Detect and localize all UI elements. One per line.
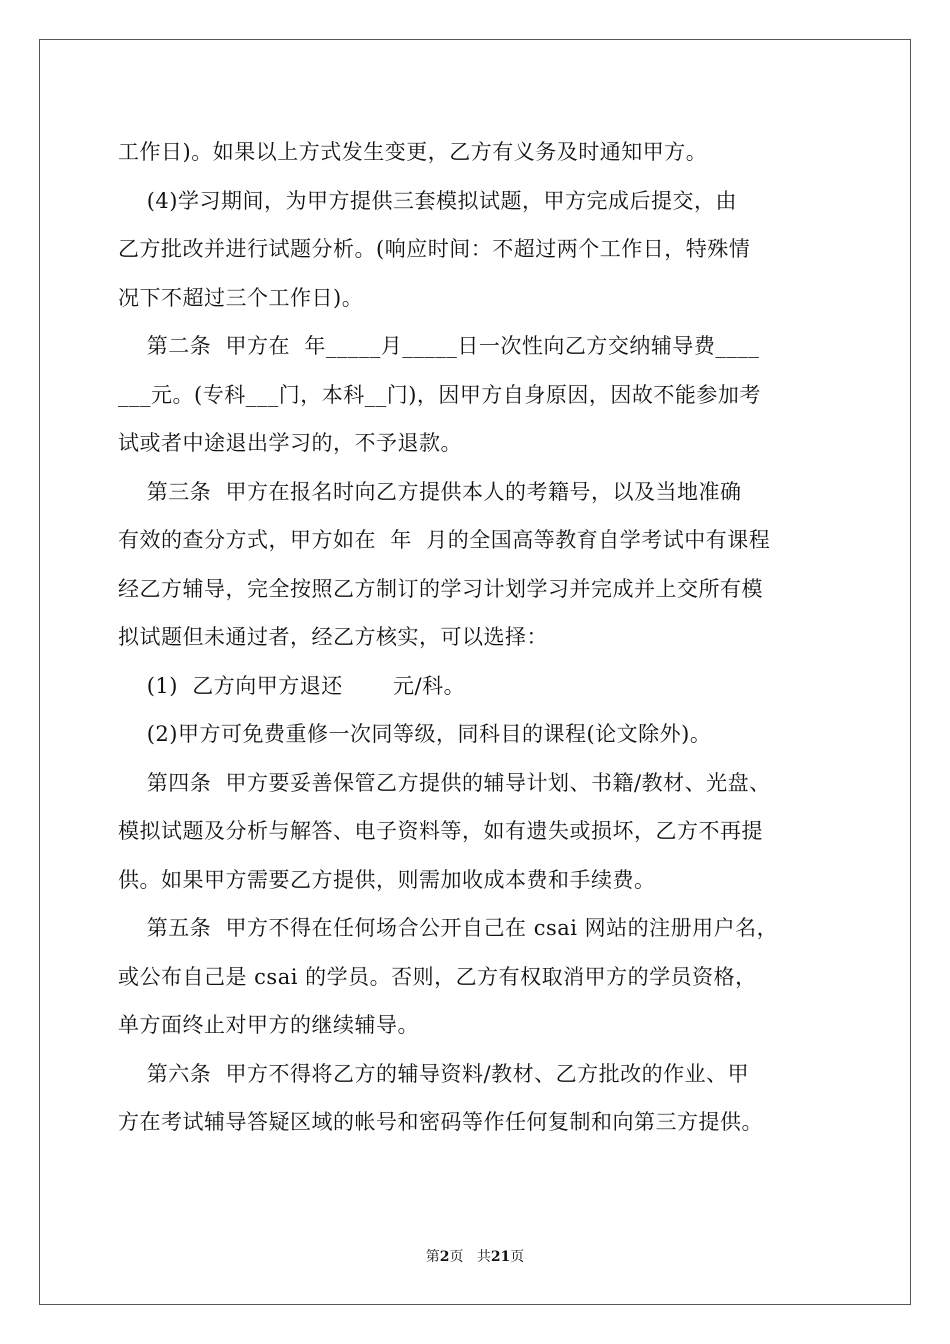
text-line: (1) 乙方向甲方退还 元/科。 <box>118 673 466 698</box>
text-line: 工作日)。如果以上方式发生变更，乙方有义务及时通知甲方。 <box>118 140 708 164</box>
text-line: 第二条 甲方在 年_____月_____日一次性向乙方交纳辅导费____ <box>118 334 760 358</box>
footer-page-prefix: 第 <box>425 1249 440 1265</box>
footer-total-prefix: 共 <box>476 1249 491 1265</box>
text-line: 方在考试辅导答疑区域的帐号和密码等作任何复制和向第三方提供。 <box>118 1110 763 1134</box>
text-line: 供。如果甲方需要乙方提供，则需加收成本费和手续费。 <box>118 867 656 892</box>
footer-page-suffix: 页 <box>449 1249 464 1265</box>
document-body <box>118 128 838 1147</box>
text-line: 第五条 甲方不得在任何场合公开自己在 csai 网站的注册用户名， <box>118 916 779 940</box>
text-line: 乙方批改并进行试题分析。(响应时间：不超过两个工作日，特殊情 <box>118 237 751 261</box>
page-footer <box>0 1246 950 1266</box>
text-line: 第六条 甲方不得将乙方的辅导资料/教材、乙方批改的作业、甲 <box>118 1061 750 1086</box>
footer-page-number: 2 <box>439 1249 450 1265</box>
text-line: 单方面终止对甲方的继续辅导。 <box>118 1013 419 1037</box>
text-line: 第三条 甲方在报名时向乙方提供本人的考籍号，以及当地准确 <box>118 479 742 504</box>
text-line: (2)甲方可免费重修一次同等级，同科目的课程(论文除外)。 <box>118 722 712 746</box>
text-line: 况下不超过三个工作日)。 <box>118 285 364 310</box>
text-line: 有效的查分方式，甲方如在 年 月的全国高等教育自学考试中有课程 <box>118 528 771 552</box>
footer-total-pages: 21 <box>490 1249 511 1265</box>
text-line: 第四条 甲方要妥善保管乙方提供的辅导计划、书籍/教材、光盘、 <box>118 770 771 795</box>
text-line: 或公布自己是 csai 的学员。否则，乙方有权取消甲方的学员资格， <box>118 964 757 989</box>
text-line: 试或者中途退出学习的，不予退款。 <box>118 431 462 455</box>
text-line: 经乙方辅导，完全按照乙方制订的学习计划学习并完成并上交所有模 <box>118 576 763 601</box>
text-line: 模拟试题及分析与解答、电子资料等，如有遗失或损坏，乙方不再提 <box>118 819 763 843</box>
text-line: (4)学习期间，为甲方提供三套模拟试题，甲方完成后提交，由 <box>118 188 737 213</box>
text-line: 拟试题但未通过者，经乙方核实，可以选择： <box>118 625 548 649</box>
text-line: ___元。(专科___门，本科__门)，因甲方自身原因，因故不能参加考 <box>118 382 761 407</box>
footer-total-suffix: 页 <box>510 1249 525 1265</box>
